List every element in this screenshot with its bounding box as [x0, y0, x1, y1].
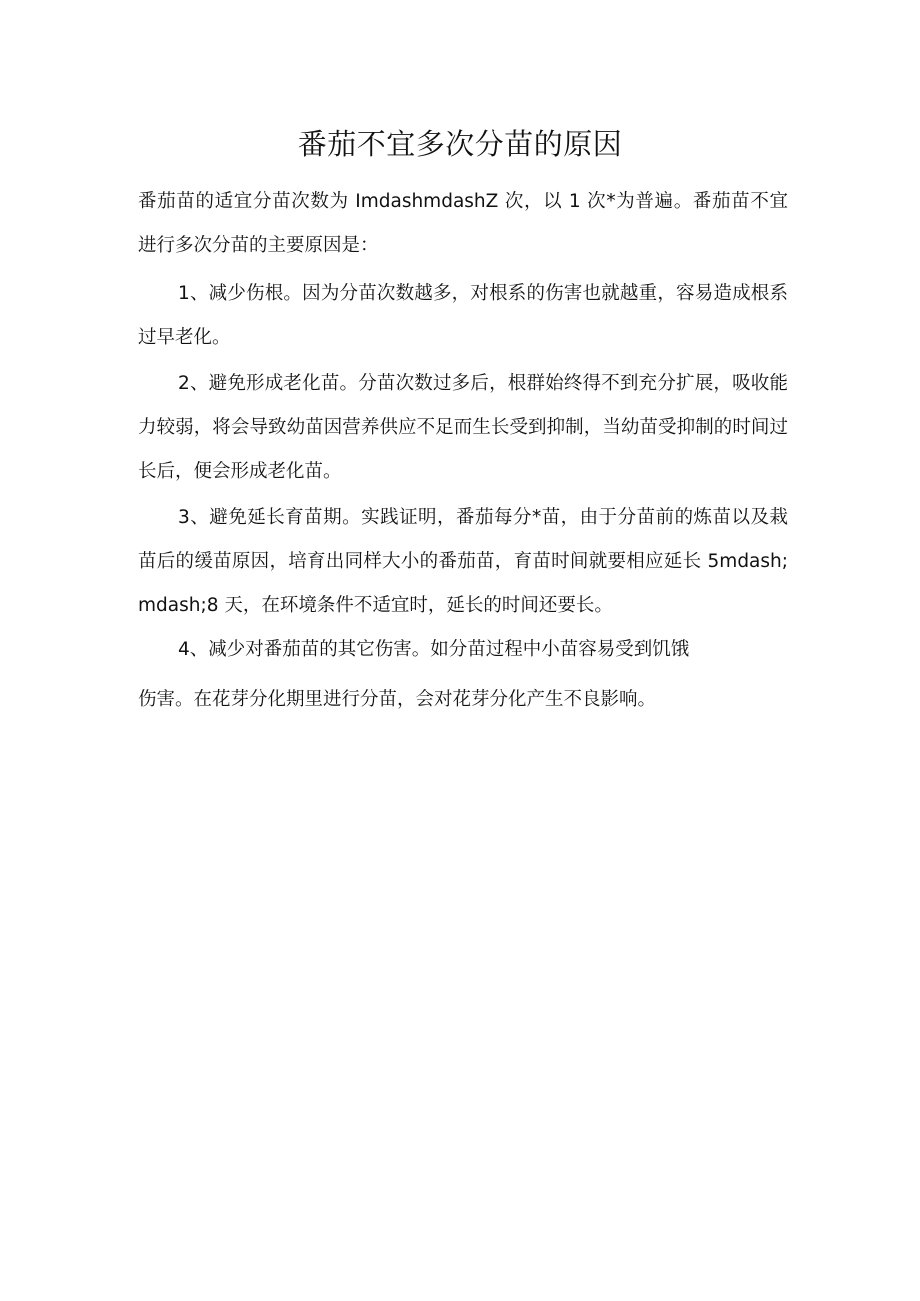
reason-paragraph-4-continued: 伤害。在花芽分化期里进行分苗，会对花芽分化产生不良影响。 — [138, 689, 657, 710]
reason-paragraph-2: 2、避免形成老化苗。分苗次数过多后，根群始终得不到充分扩展，吸收能力较弱，将会导致幼苗因营养供应不足而生长受到抑制，当幼苗受抑制的时间过长后，便会形成老化苗。 — [138, 373, 788, 482]
intro-paragraph: 番茄苗的适宜分苗次数为 ImdashmdashZ 次，以 1 次*为普遍。番茄苗不宜进行多次分苗的主要原因是： — [138, 191, 788, 256]
reason-paragraph-4: 4、减少对番茄苗的其它伤害。如分苗过程中小苗容易受到饥饿 — [178, 639, 690, 660]
document-title: 番茄不宜多次分苗的原因 — [297, 127, 623, 161]
reason-paragraph-1: 1、减少伤根。因为分苗次数越多，对根系的伤害也就越重，容易造成根系过早老化。 — [138, 283, 788, 348]
reason-paragraph-3: 3、避免延长育苗期。实践证明，番茄每分*苗，由于分苗前的炼苗以及栽苗后的缓苗原因，培育出同样大小的番茄苗，育苗时间就要相应延长 5mdash;mdash;8 天，在环境条件不适宜时，延长的时间还要长。 — [138, 507, 788, 616]
